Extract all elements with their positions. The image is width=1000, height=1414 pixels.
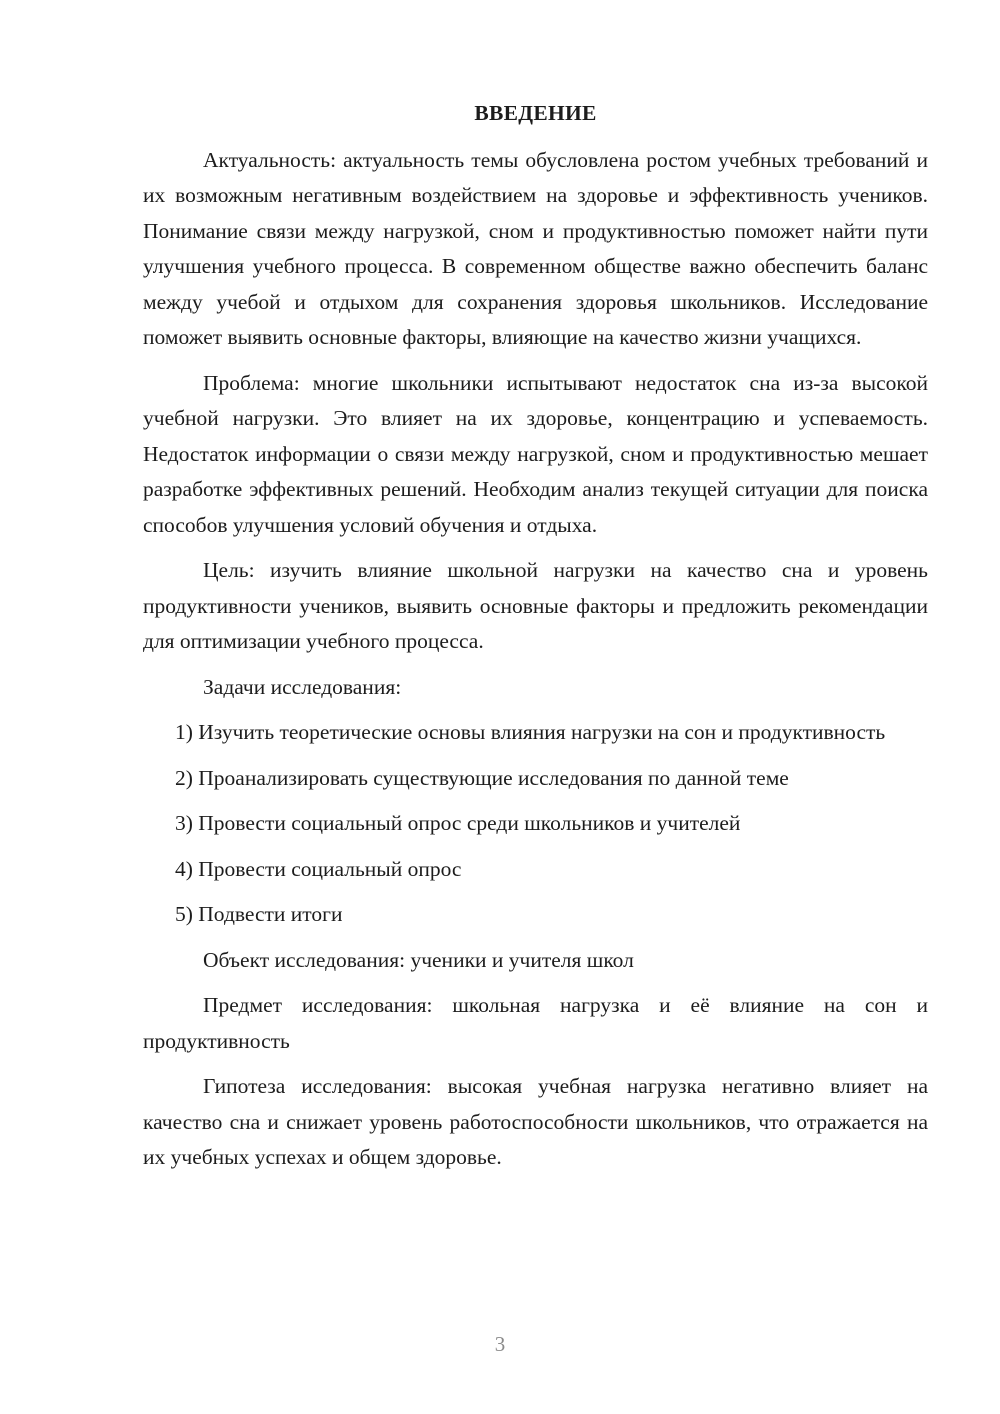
tasks-list xyxy=(143,715,928,933)
page-number: 3 xyxy=(494,1332,506,1356)
document-page xyxy=(143,96,928,1186)
hypothesis-paragraph: Гипотеза исследования: высокая учебная нагрузка негативно влияет на качество сна и снижает уровень работоспособности школьников, что отражается на их учебных успехах и общем здоровье. xyxy=(143,1074,928,1169)
task-item: 5) Подвести итоги xyxy=(175,902,343,926)
task-item: 1) Изучить теоретические основы влияния нагрузки на сон и продуктивность xyxy=(175,720,886,744)
object-line: Объект исследования: ученики и учителя школ xyxy=(203,947,634,972)
task-item: 2) Проанализировать существующие исследования по данной теме xyxy=(175,765,789,790)
section-title: ВВЕДЕНИЕ xyxy=(474,101,597,125)
tasks-heading: Задачи исследования: xyxy=(203,674,402,699)
relevance-paragraph: Актуальность: актуальность темы обусловлена ростом учебных требований и их возможным негативным воздействием на здоровье и эффективность учеников. Понимание связи между нагрузкой, сном и продуктивностью поможет найти пути улучшения учебного процесса. В современном обществе важно обеспечить баланс между учебой и отдыхом для сохранения здоровья школьников. Исследование поможет выявить основные факторы, влияющие на качество жизни учащихся. xyxy=(143,147,928,349)
problem-paragraph: Проблема: многие школьники испытывают недостаток сна из-за высокой учебной нагрузки. Это влияет на их здоровье, концентрацию и успеваемость. Недостаток информации о связи между нагрузкой, сном и продуктивностью мешает разработке эффективных решений. Необходим анализ текущей ситуации для поиска способов улучшения условий обучения и отдыха. xyxy=(143,370,928,537)
task-item: 3) Провести социальный опрос среди школьников и учителей xyxy=(175,811,741,835)
task-item: 4) Провести социальный опрос xyxy=(175,856,462,881)
subject-paragraph: Предмет исследования: школьная нагрузка и её влияние на сон и продуктивность xyxy=(143,993,928,1053)
goal-paragraph: Цель: изучить влияние школьной нагрузки на качество сна и уровень продуктивности учеников, выявить основные факторы и предложить рекомендации для оптимизации учебного процесса. xyxy=(143,558,928,653)
